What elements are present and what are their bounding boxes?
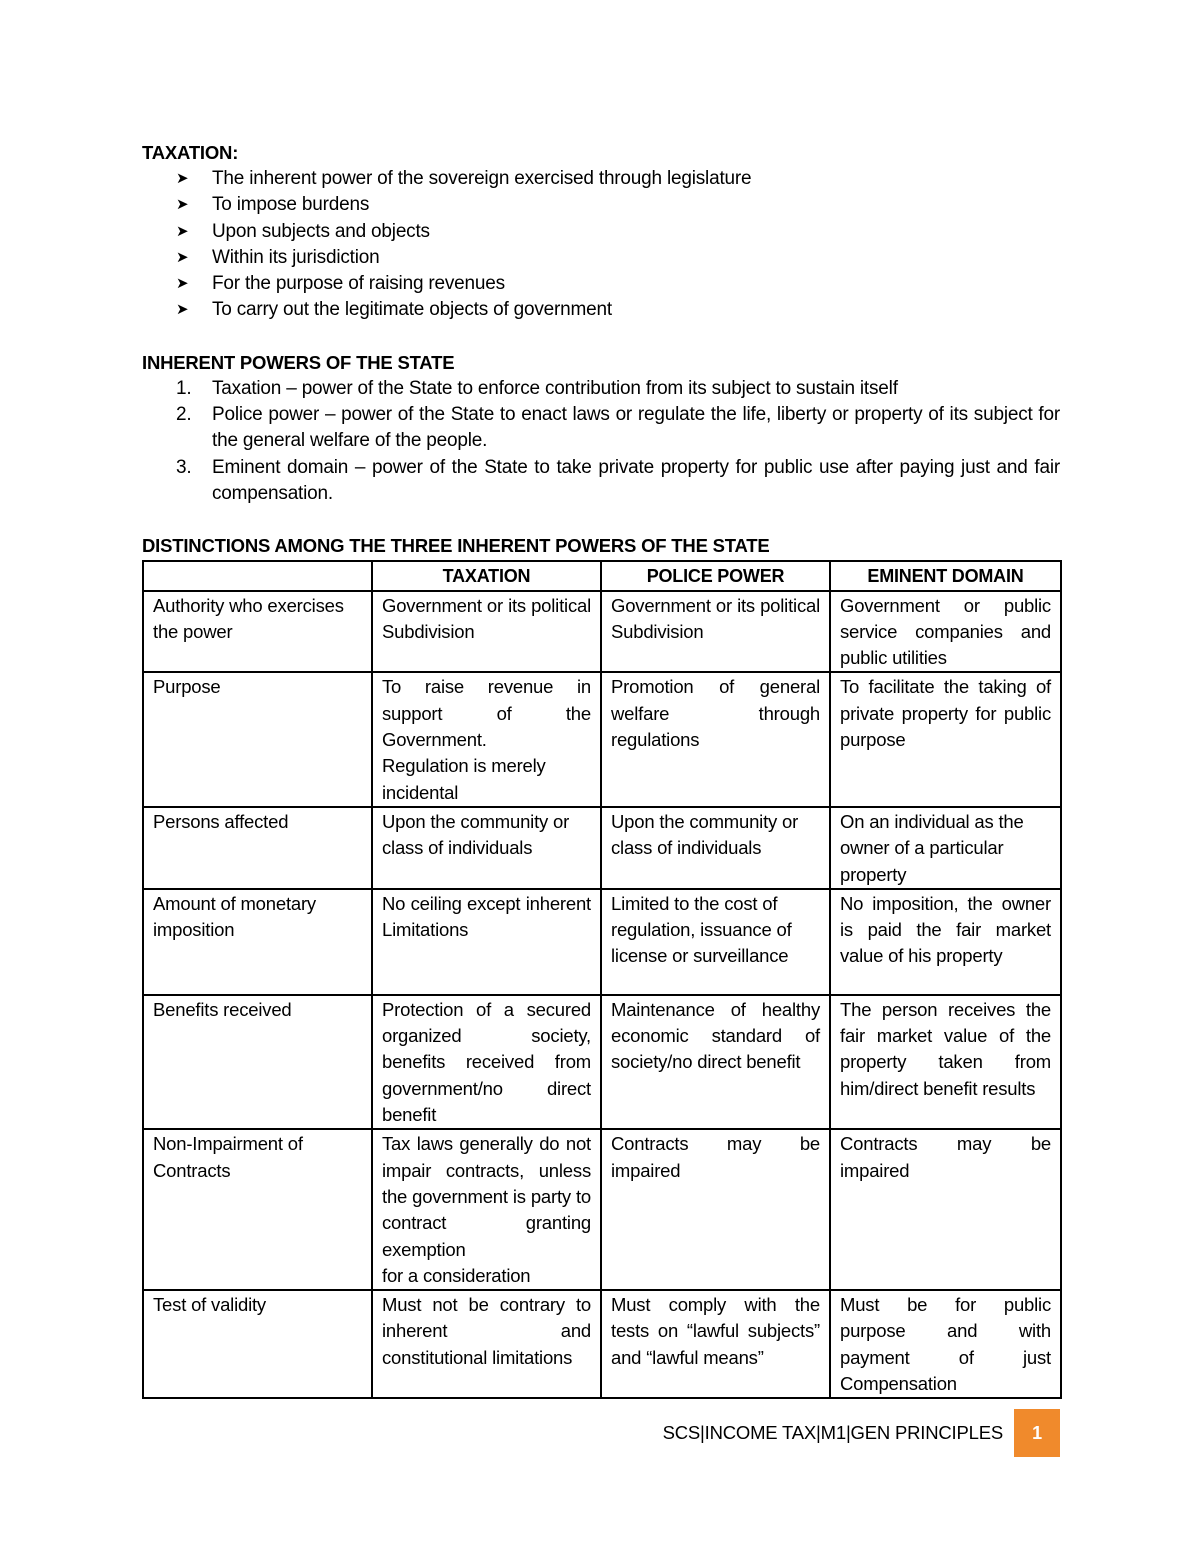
list-item: ➤ Within its jurisdiction <box>176 245 1060 271</box>
taxation-cell: Government or its political Subdivision <box>372 591 601 673</box>
table-row <box>143 591 1061 673</box>
page-number-badge: 1 <box>1014 1409 1060 1457</box>
distinctions-heading: DISTINCTIONS AMONG THE THREE INHERENT POWERS OF THE STATE <box>142 535 770 557</box>
list-item: ➤ Upon subjects and objects <box>176 219 1060 245</box>
row-label: Non-Impairment of Contracts <box>143 1129 372 1290</box>
table-header-row <box>143 561 1061 590</box>
table-row <box>143 1290 1061 1398</box>
column-header <box>143 561 372 590</box>
police-power-cell: Government or its political Subdivision <box>601 591 830 673</box>
row-label: Amount of monetary imposition <box>143 889 372 995</box>
taxation-cell: To raise revenue in support of the Government. Regulation is merely incidental <box>372 672 601 806</box>
list-item: ➤ To carry out the legitimate objects of government <box>176 297 1060 323</box>
row-label: Test of validity <box>143 1290 372 1398</box>
eminent-domain-cell: No imposition, the owner is paid the fair market value of his property <box>830 889 1061 995</box>
police-power-cell: Must comply with the tests on “lawful subjects” and “lawful means” <box>601 1290 830 1398</box>
eminent-domain-cell: To facilitate the taking of private property for public purpose <box>830 672 1061 806</box>
column-header-police-power: POLICE POWER <box>601 561 830 590</box>
taxation-cell: Must not be contrary to inherent and constitutional limitations <box>372 1290 601 1398</box>
eminent-domain-cell: The person receives the fair market value of the property taken from him/direct benefit results <box>830 995 1061 1129</box>
column-header-taxation: TAXATION <box>372 561 601 590</box>
list-item: 2. Police power – power of the State to enact laws or regulate the life, liberty or property of its subject for the general welfare of the people. <box>176 404 1060 452</box>
table-row <box>143 807 1061 889</box>
arrowhead-bullet-icon: ➤ <box>176 170 189 187</box>
arrowhead-bullet-icon: ➤ <box>176 196 189 214</box>
arrowhead-bullet-icon: ➤ <box>176 301 189 319</box>
page-footer <box>640 1409 1060 1457</box>
table-row <box>143 889 1061 995</box>
eminent-domain-cell: On an individual as the owner of a particular property <box>830 807 1061 889</box>
column-header-eminent-domain: EMINENT DOMAIN <box>830 561 1061 590</box>
list-item: 3. Eminent domain – power of the State to take private property for public use after paying just and fair compensation. <box>176 456 1060 504</box>
taxation-bullet-list <box>176 166 1060 324</box>
arrowhead-bullet-icon: ➤ <box>176 275 189 293</box>
police-power-cell: Limited to the cost of regulation, issuance of license or surveillance <box>601 889 830 995</box>
distinctions-table <box>142 560 1062 1399</box>
police-power-cell: Maintenance of healthy economic standard of society/no direct benefit <box>601 995 830 1129</box>
taxation-cell: Protection of a secured organized society, benefits received from government/no direct benefit <box>372 995 601 1129</box>
eminent-domain-cell: Must be for public purpose and with payment of just Compensation <box>830 1290 1061 1398</box>
list-item: ➤ The inherent power of the sovereign exercised through legislature <box>176 166 1060 192</box>
arrowhead-bullet-icon: ➤ <box>176 248 189 266</box>
eminent-domain-cell: Government or public service companies and public utilities <box>830 591 1061 673</box>
row-label: Benefits received <box>143 995 372 1129</box>
taxation-cell: No ceiling except inherent Limitations <box>372 889 601 995</box>
taxation-cell: Tax laws generally do not impair contracts, unless the government is party to contract granting exemption for a consideration <box>372 1129 601 1290</box>
police-power-cell: Contracts may be impaired <box>601 1129 830 1290</box>
table-row <box>143 1129 1061 1290</box>
police-power-cell: Promotion of general welfare through regulations <box>601 672 830 806</box>
taxation-heading: TAXATION: <box>142 142 239 163</box>
list-item: 1. Taxation – power of the State to enforce contribution from its subject to sustain itself <box>176 377 898 399</box>
arrowhead-bullet-icon: ➤ <box>176 222 189 240</box>
table-row <box>143 995 1061 1129</box>
police-power-cell: Upon the community or class of individuals <box>601 807 830 889</box>
footer-title: SCS|INCOME TAX|M1|GEN PRINCIPLES <box>662 1422 1003 1443</box>
inherent-powers-heading: INHERENT POWERS OF THE STATE <box>142 351 455 373</box>
row-label: Purpose <box>143 672 372 806</box>
list-item: ➤ To impose burdens <box>176 192 1060 218</box>
eminent-domain-cell: Contracts may be impaired <box>830 1129 1061 1290</box>
list-item: ➤ For the purpose of raising revenues <box>176 271 1060 297</box>
document-page <box>142 140 1060 1399</box>
table-row <box>143 672 1061 806</box>
row-label: Persons affected <box>143 807 372 889</box>
inherent-powers-list <box>176 376 1060 507</box>
taxation-cell: Upon the community or class of individuals <box>372 807 601 889</box>
row-label: Authority who exercises the power <box>143 591 372 673</box>
